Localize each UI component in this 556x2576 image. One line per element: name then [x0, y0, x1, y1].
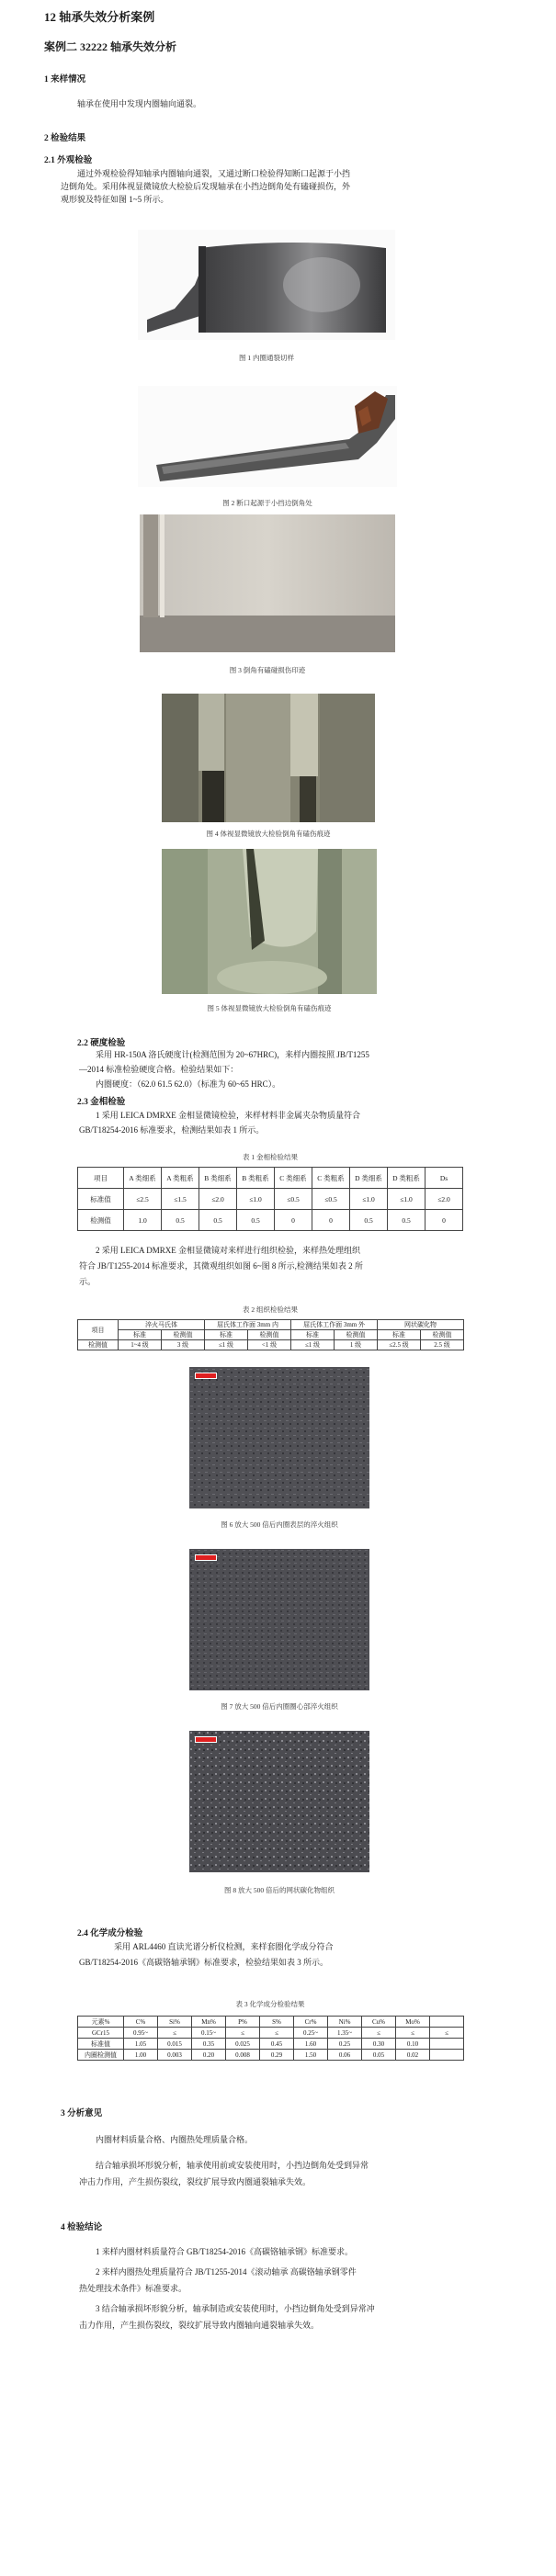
section-heading-2: 2 检验结果: [44, 134, 86, 143]
table-cell: 0.015: [158, 2039, 192, 2050]
figure-8-caption: 图 8 放大 500 倍后的网状碳化物组织: [224, 1886, 335, 1894]
table-cell: <1 级: [248, 1340, 291, 1350]
table-cell: ≤1.5: [162, 1189, 199, 1210]
page-title: 12 轴承失效分析案例: [44, 10, 155, 24]
table-2-caption: 表 2 组织检验结果: [243, 1305, 298, 1314]
visual-line-2: 边倒角处。采用体视显微镜放大检验后发现轴承在小挡边倒角处有磕碰损伤，外: [61, 182, 351, 191]
micro-line-3: 示。: [79, 1277, 96, 1286]
figure-6-micrograph: [189, 1367, 369, 1508]
table-cell: ≤: [260, 2028, 294, 2039]
micro-line-1: 2 采用 LEICA DMRXE 金相显微镜对来样进行组织检验，来样热处理组织: [96, 1246, 361, 1255]
table-cell: 标准: [205, 1330, 248, 1340]
table-cell: 0.003: [158, 2050, 192, 2061]
table-cell: 检测值: [421, 1330, 464, 1340]
figure-3-caption: 图 3 倒角有磕碰损伤印迹: [229, 666, 306, 674]
table-cell: 检测值: [248, 1330, 291, 1340]
table-cell: Ds: [426, 1168, 463, 1189]
metallo-line-1: 1 采用 LEICA DMRXE 金相显微镜检验，来样材料非金属夹杂物质量符合: [96, 1111, 361, 1120]
subsection-heading-2-3: 2.3 金相检验: [77, 1098, 126, 1107]
analysis-line-2: 结合轴承损坏形貌分析，轴承使用前或安装使用时，小挡边倒角处受到异常: [96, 2161, 369, 2170]
figure-8-micrograph: [189, 1731, 369, 1872]
table-cell: ≤0.5: [275, 1189, 312, 1210]
scale-bar: [195, 1736, 217, 1743]
table-cell: 0.008: [226, 2050, 260, 2061]
table-cell: 1.60: [294, 2039, 328, 2050]
figure-1-caption: 图 1 内圈通裂切样: [239, 354, 294, 362]
table-cell: 0.10: [396, 2039, 430, 2050]
table-cell: ≤1.0: [350, 1189, 388, 1210]
section-heading-1: 1 来样情况: [44, 75, 86, 85]
table-cell: 内圈检测值: [78, 2050, 124, 2061]
hardness-line-3: 内圈硬度：（62.0 61.5 62.0）（标准为 60~65 HRC）。: [96, 1079, 281, 1089]
table-cell: ≤: [430, 2028, 464, 2039]
table-cell: B 类粗系: [237, 1168, 275, 1189]
table-cell: 0.30: [362, 2039, 396, 2050]
table-cell: 1.50: [294, 2050, 328, 2061]
table-cell: D 类粗系: [388, 1168, 426, 1189]
table-cell: ≤2.0: [199, 1189, 237, 1210]
conclusion-line-5: 击力作用，产生损伤裂纹，裂纹扩展导致内圈轴向通裂轴承失效。: [79, 2321, 320, 2330]
table-row: [78, 1210, 463, 1231]
table-cell: 屈氏体工作面 3mm 外: [291, 1320, 378, 1330]
table-cell: ≤0.5: [312, 1189, 350, 1210]
table-cell: 0.025: [226, 2039, 260, 2050]
table-cell: 0.06: [328, 2050, 362, 2061]
table-cell: Ni%: [328, 2017, 362, 2028]
table-cell: 元素%: [78, 2017, 124, 2028]
table-cell: S%: [260, 2017, 294, 2028]
chem-line-2: GB/T18254-2016《高碳铬轴承钢》标准要求，检验结果如表 3 所示。: [79, 1958, 328, 1967]
figure-5-photo: [162, 849, 377, 994]
table-cell: 淬火马氏体: [119, 1320, 205, 1330]
table-cell: 标准值: [78, 1189, 124, 1210]
table-cell: A 类粗系: [162, 1168, 199, 1189]
figure-5-caption: 图 5 体视显微镜放大检验倒角有磕伤痕迹: [207, 1004, 332, 1012]
scale-bar: [195, 1554, 217, 1561]
visual-line-1: 通过外观检验得知轴承内圈轴向通裂，又通过断口检验得知断口起源于小挡: [77, 169, 351, 178]
table-cell: 3 级: [162, 1340, 205, 1350]
table-cell: ≤: [396, 2028, 430, 2039]
table-cell: Si%: [158, 2017, 192, 2028]
figure-3-photo: [140, 514, 395, 652]
table-cell: 标准: [378, 1330, 421, 1340]
analysis-line-3: 冲击力作用，产生损伤裂纹，裂纹扩展导致内圈通裂轴承失效。: [79, 2177, 312, 2186]
figure-2-photo: [138, 386, 397, 487]
scale-bar: [195, 1373, 217, 1379]
figure-1-photo: [138, 230, 395, 340]
table-cell: A 类细系: [124, 1168, 162, 1189]
table-cell: C 类细系: [275, 1168, 312, 1189]
table-cell: 0.5: [388, 1210, 426, 1231]
figure-7-caption: 图 7 放大 500 倍后内圈圈心部淬火组织: [221, 1702, 338, 1711]
visual-line-3: 观形貌及特征如图 1~5 所示。: [61, 195, 169, 204]
table-cell: 0.29: [260, 2050, 294, 2061]
table-row: [78, 2050, 464, 2061]
table-1-header-row: [78, 1168, 463, 1189]
table-cell: 0.15~: [192, 2028, 226, 2039]
table-cell: 检测值: [78, 1340, 119, 1350]
table-cell: GCr15: [78, 2028, 124, 2039]
subsection-heading-2-4: 2.4 化学成分检验: [77, 1929, 143, 1938]
table-cell: 2.5 级: [421, 1340, 464, 1350]
table-2-group-row: [78, 1320, 464, 1330]
table-cell: 0.95~: [124, 2028, 158, 2039]
table-cell: 标准值: [78, 2039, 124, 2050]
table-cell: 网状碳化物: [378, 1320, 464, 1330]
table-cell: 标准: [119, 1330, 162, 1340]
conclusion-line-2: 2 来样内圈热处理质量符合 JB/T1255-2014《滚动轴承 高碳铬轴承钢零件: [96, 2267, 357, 2277]
section-heading-4: 4 检验结论: [61, 2223, 103, 2232]
table-row: [78, 1340, 464, 1350]
table-cell: ≤2.5: [124, 1189, 162, 1210]
table-cell: 1.00: [124, 2050, 158, 2061]
table-cell: ≤: [362, 2028, 396, 2039]
table-cell: D 类细系: [350, 1168, 388, 1189]
table-cell: 1.05: [124, 2039, 158, 2050]
hardness-line-1: 采用 HR-150A 洛氏硬度计(检测范围为 20~67HRC)，来样内圈按照 JB/T1255: [96, 1050, 369, 1059]
subsection-heading-2-1: 2.1 外观检验: [44, 156, 93, 165]
table-cell: 1 级: [335, 1340, 378, 1350]
table-cell: C%: [124, 2017, 158, 2028]
table-cell: 检测值: [78, 1210, 124, 1231]
table-cell: 1.35~: [328, 2028, 362, 2039]
conclusion-line-3: 热处理技术条件》标准要求。: [79, 2284, 187, 2293]
table-cell: 1~4 级: [119, 1340, 162, 1350]
table-cell: B 类细系: [199, 1168, 237, 1189]
table-cell: Mn%: [192, 2017, 226, 2028]
table-cell: C 类粗系: [312, 1168, 350, 1189]
table-cell: [430, 2017, 464, 2028]
table-cell: P%: [226, 2017, 260, 2028]
figure-7-micrograph: [189, 1549, 369, 1690]
table-cell: ≤1.0: [237, 1189, 275, 1210]
table-cell: ≤1 级: [291, 1340, 335, 1350]
table-cell: ≤1.0: [388, 1189, 426, 1210]
table-cell: 0.5: [237, 1210, 275, 1231]
table-cell: [430, 2039, 464, 2050]
table-cell: ≤2.0: [426, 1189, 463, 1210]
table-cell: 标准: [291, 1330, 335, 1340]
table-1: [77, 1167, 463, 1231]
table-cell: ≤: [158, 2028, 192, 2039]
table-cell: 0.45: [260, 2039, 294, 2050]
table-cell: 1.0: [124, 1210, 162, 1231]
conclusion-line-1: 1 来样内圈材料质量符合 GB/T18254-2016《高碳铬轴承钢》标准要求。: [96, 2247, 353, 2256]
conclusion-line-4: 3 结合轴承损坏形貌分析，轴承制造或安装使用时，小挡边倒角处受到异常冲: [96, 2304, 375, 2313]
table-3-caption: 表 3 化学成分检验结果: [235, 2000, 305, 2008]
table-2: [77, 1319, 464, 1350]
figure-2-caption: 图 2 断口起源于小挡边倒角处: [222, 499, 312, 507]
table-cell: ≤1 级: [205, 1340, 248, 1350]
analysis-line-1: 内圈材料质量合格、内圈热处理质量合格。: [96, 2135, 254, 2144]
table-cell: 检测值: [335, 1330, 378, 1340]
table-cell: ≤2.5 级: [378, 1340, 421, 1350]
table-3: [77, 2016, 464, 2061]
subsection-heading-2-2: 2.2 硬度检验: [77, 1039, 126, 1048]
table-2-sub-row: [78, 1330, 464, 1340]
table-cell: 0: [426, 1210, 463, 1231]
table-cell: 0: [275, 1210, 312, 1231]
table-cell: 0.5: [350, 1210, 388, 1231]
table-cell: 0.05: [362, 2050, 396, 2061]
table-cell: Cr%: [294, 2017, 328, 2028]
table-cell: Cu%: [362, 2017, 396, 2028]
figure-4-photo: [162, 694, 375, 822]
table-cell: 0.25~: [294, 2028, 328, 2039]
table-cell: 0.35: [192, 2039, 226, 2050]
table-cell: 0.5: [162, 1210, 199, 1231]
table-row: [78, 2039, 464, 2050]
table-cell: 0.5: [199, 1210, 237, 1231]
table-1-caption: 表 1 金相检验结果: [243, 1153, 298, 1161]
figure-4-caption: 图 4 体视显微镜放大检验倒角有磕伤痕迹: [206, 830, 331, 838]
table-cell: [430, 2050, 464, 2061]
table-cell: 0.20: [192, 2050, 226, 2061]
table-cell: 0.02: [396, 2050, 430, 2061]
table-cell: 屈氏体工作面 3mm 内: [205, 1320, 291, 1330]
micro-line-2: 符合 JB/T1255-2014 标准要求，其微观组织如图 6~图 8 所示,检测结果如表 2 所: [79, 1261, 363, 1271]
table-row: [78, 2028, 464, 2039]
table-cell: 项目: [78, 1168, 124, 1189]
table-cell: 0.25: [328, 2039, 362, 2050]
table-cell: 检测值: [162, 1330, 205, 1340]
metallo-line-2: GB/T18254-2016 标准要求，检测结果如表 1 所示。: [79, 1125, 265, 1135]
table-cell: Mo%: [396, 2017, 430, 2028]
table-cell: 项目: [78, 1320, 119, 1340]
table-cell: ≤: [226, 2028, 260, 2039]
figure-6-caption: 图 6 放大 500 倍后内圈表层的淬火组织: [221, 1520, 338, 1529]
case-title: 案例二 32222 轴承失效分析: [44, 40, 177, 53]
hardness-line-2: —2014 标准检验硬度合格。检验结果如下：: [79, 1065, 239, 1074]
chem-line-1: 采用 ARL4460 直读光谱分析仪检测，来样套圈化学成分符合: [114, 1942, 334, 1951]
table-3-header-row: [78, 2017, 464, 2028]
table-row: [78, 1189, 463, 1210]
section-heading-3: 3 分析意见: [61, 2109, 103, 2118]
sample-text: 轴承在使用中发现内圈轴向通裂。: [77, 99, 202, 108]
table-cell: 0: [312, 1210, 350, 1231]
